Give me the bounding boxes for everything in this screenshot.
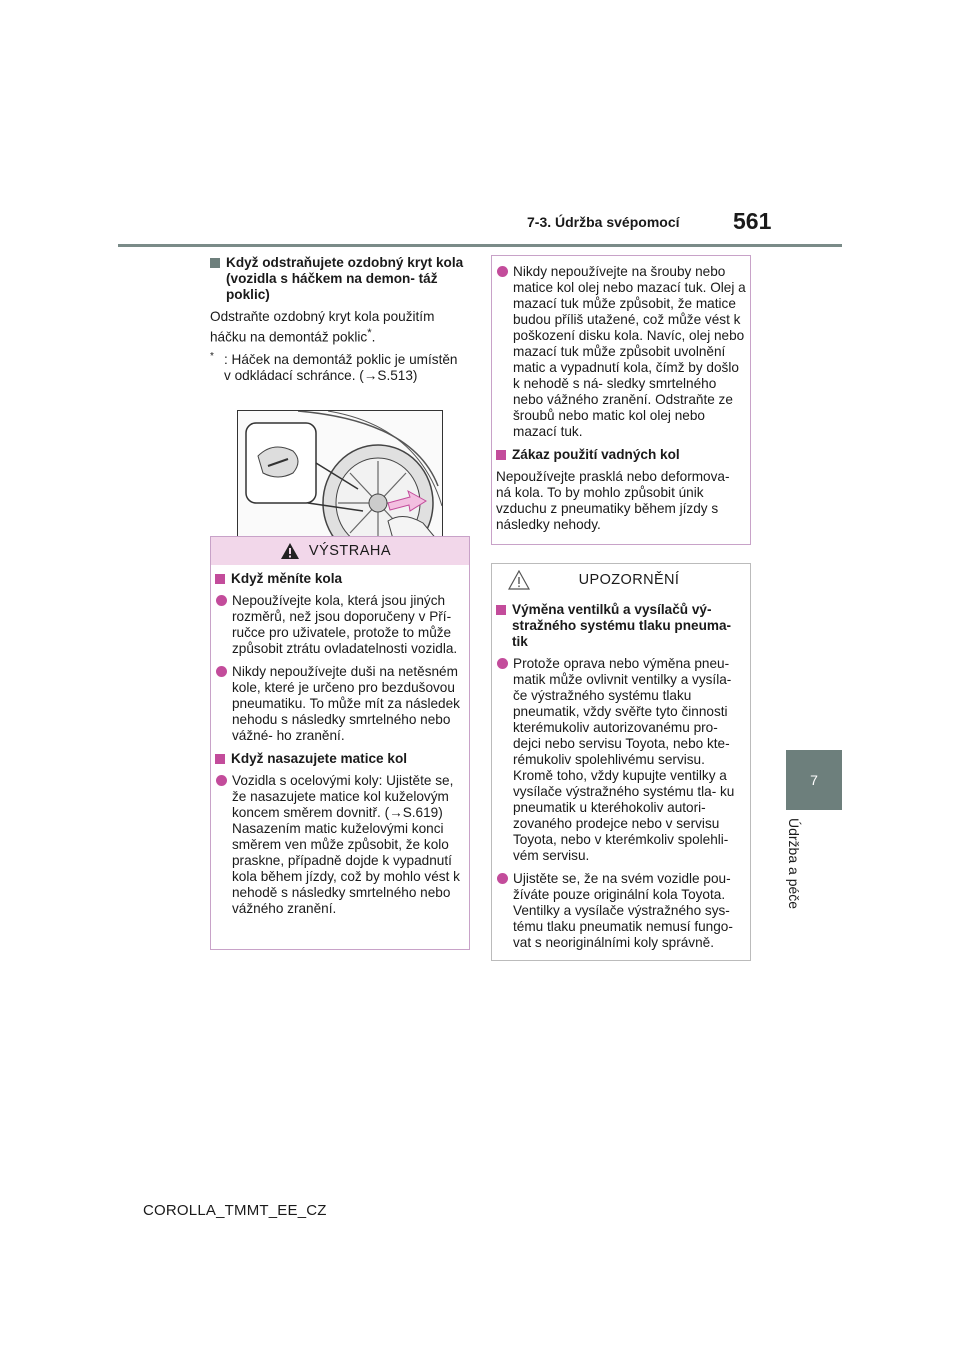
round-bullet-icon <box>216 595 227 606</box>
wheel-nuts-heading <box>215 751 465 767</box>
square-bullet-icon <box>215 754 225 764</box>
notice-title: UPOZORNĚNÍ <box>578 572 680 588</box>
round-bullet-icon <box>497 266 508 277</box>
warning-bullet <box>215 593 465 657</box>
chapter-tab: 7 <box>786 750 842 810</box>
square-bullet-icon <box>210 258 220 268</box>
notice-bullet-text: Ujistěte se, že na svém vozidle pou- žíváte pouze originální kola Toyota. Ventilky a vysílače výstražného sys- tému tlaku pneumatik nemusí fungo- vat s neoriginálními koly správně. <box>513 871 733 950</box>
page-number: 561 <box>733 208 772 234</box>
warning-title: VÝSTRAHA <box>308 543 392 559</box>
notice-header <box>492 564 750 596</box>
warning-box <box>210 536 470 950</box>
changing-wheels-heading <box>215 571 465 587</box>
tpms-heading <box>496 602 746 650</box>
warning-continued-body <box>492 256 750 543</box>
warning-bullet <box>215 773 465 917</box>
notice-bullet <box>496 871 746 951</box>
warning-triangle-icon <box>280 542 300 560</box>
warning-bullet-text: Nikdy nepoužívejte duši na netěsném kole, které je určeno pro bezdušovou pneumatiku. To může mít za následek nehodu s následky smrtelného nebo vážné- ho zranění. <box>232 664 460 743</box>
hubcap-removal-heading-text: Když odstraňujete ozdobný kryt kola (vozidla s háčkem na demon- táž poklic) <box>226 255 464 302</box>
warning-header <box>211 537 469 565</box>
wheel-nuts-heading-text: Když nasazujete matice kol <box>231 751 408 766</box>
caution-triangle-icon <box>508 570 530 590</box>
notice-box <box>491 563 751 961</box>
header-divider <box>118 244 842 247</box>
square-bullet-icon <box>215 574 225 584</box>
footnote <box>210 352 468 384</box>
round-bullet-icon <box>497 658 508 669</box>
warning-bullet-text: Vozidla s ocelovými koly: Ujistěte se, že nasazujete matice kol kuželovým koncem směrem dovnitř. (→S.619) Nasazením matic kuželovými konci směrem ven může způsobit, že kolo praskne, případně dojde k vypadnutí kola během jízdy, což by mohlo vést k nehodě s následky smrtelného nebo vážného zranění. <box>232 773 460 916</box>
footnote-reference: * <box>367 327 372 339</box>
defective-wheels-heading-text: Zákaz použití vadných kol <box>512 447 680 462</box>
round-bullet-icon <box>497 873 508 884</box>
square-bullet-icon <box>496 605 506 615</box>
warning-body <box>211 565 469 928</box>
round-bullet-icon <box>216 666 227 677</box>
defective-wheels-heading <box>496 447 746 463</box>
hubcap-removal-heading <box>210 255 468 303</box>
changing-wheels-heading-text: Když měníte kola <box>231 571 343 586</box>
hubcap-removal-text <box>210 309 468 346</box>
footnote-text: : Háček na demontáž poklic je umístěn v odkládací schránce. (→S.513) <box>224 351 458 383</box>
left-column <box>210 255 468 552</box>
sentence-end: . <box>371 329 376 345</box>
warning-bullet-text: Nepoužívejte kola, která jsou jiných rozměrů, než jsou doporučeny v Pří- ručce pro uživatele, protože to může způsobit ztrátu ovladatelnosti vozidla. <box>232 593 458 656</box>
hubcap-removal-illustration <box>237 410 443 552</box>
notice-bullet <box>496 656 746 864</box>
warning-bullet-text: Nikdy nepoužívejte na šrouby nebo matice kol olej nebo mazací tuk. Olej a mazací tuk může způsobit, že matice budou příliš utažené, což může vést k poškození disku kola. Navíc, olej nebo mazací tuk může způsobit uvolnění matic a vypadnutí kola, čímž by došlo k nehodě s ná- sledky smrtelného nebo vážného zranění. Odstraňte ze šroubů nebo matic kol olej nebo mazací tuk. <box>513 264 746 439</box>
tpms-heading-text: Výměna ventilků a vysílačů vý- stražného systému tlaku pneuma- tik <box>512 602 732 649</box>
hubcap-removal-sentence: Odstraňte ozdobný kryt kola použitím háčku na demontáž poklic <box>210 309 435 345</box>
defective-wheels-text: Nepoužívejte prasklá nebo deformova- ná kola. To by mohlo způsobit únik vzduchu z pneumatiky během jízdy s následky nehody. <box>496 469 730 532</box>
square-bullet-icon <box>496 450 506 460</box>
warning-bullet <box>215 664 465 744</box>
footnote-mark: * <box>210 350 214 362</box>
section-title: 7-3. Údržba svépomocí <box>527 214 680 230</box>
chapter-label-text: Údržba a péče <box>786 818 802 910</box>
warning-bullet <box>496 264 746 440</box>
footer-model-code: COROLLA_TMMT_EE_CZ <box>143 1202 327 1219</box>
warning-box-continued <box>491 255 751 545</box>
round-bullet-icon <box>216 775 227 786</box>
notice-body <box>492 596 750 962</box>
chapter-label <box>786 818 806 938</box>
notice-bullet-text: Protože oprava nebo výměna pneu- matik může ovlivnit ventilky a vysíla- če výstražného systému tlaku pneumatik, vždy svěřte tyto činnosti kterémukoliv autorizovanému pro- dejci nebo servisu Toyota, nebo kte- rémukoliv spolehlivému servisu. Kromě toho, vždy kupujte ventilky a vysílače výstražného systému tla- ku pneumatik u kteréhokoliv autori- zovaného prodejce nebo v servisu Toyota, nebo v kterémkoliv spolehli- vém servisu. <box>513 656 735 863</box>
